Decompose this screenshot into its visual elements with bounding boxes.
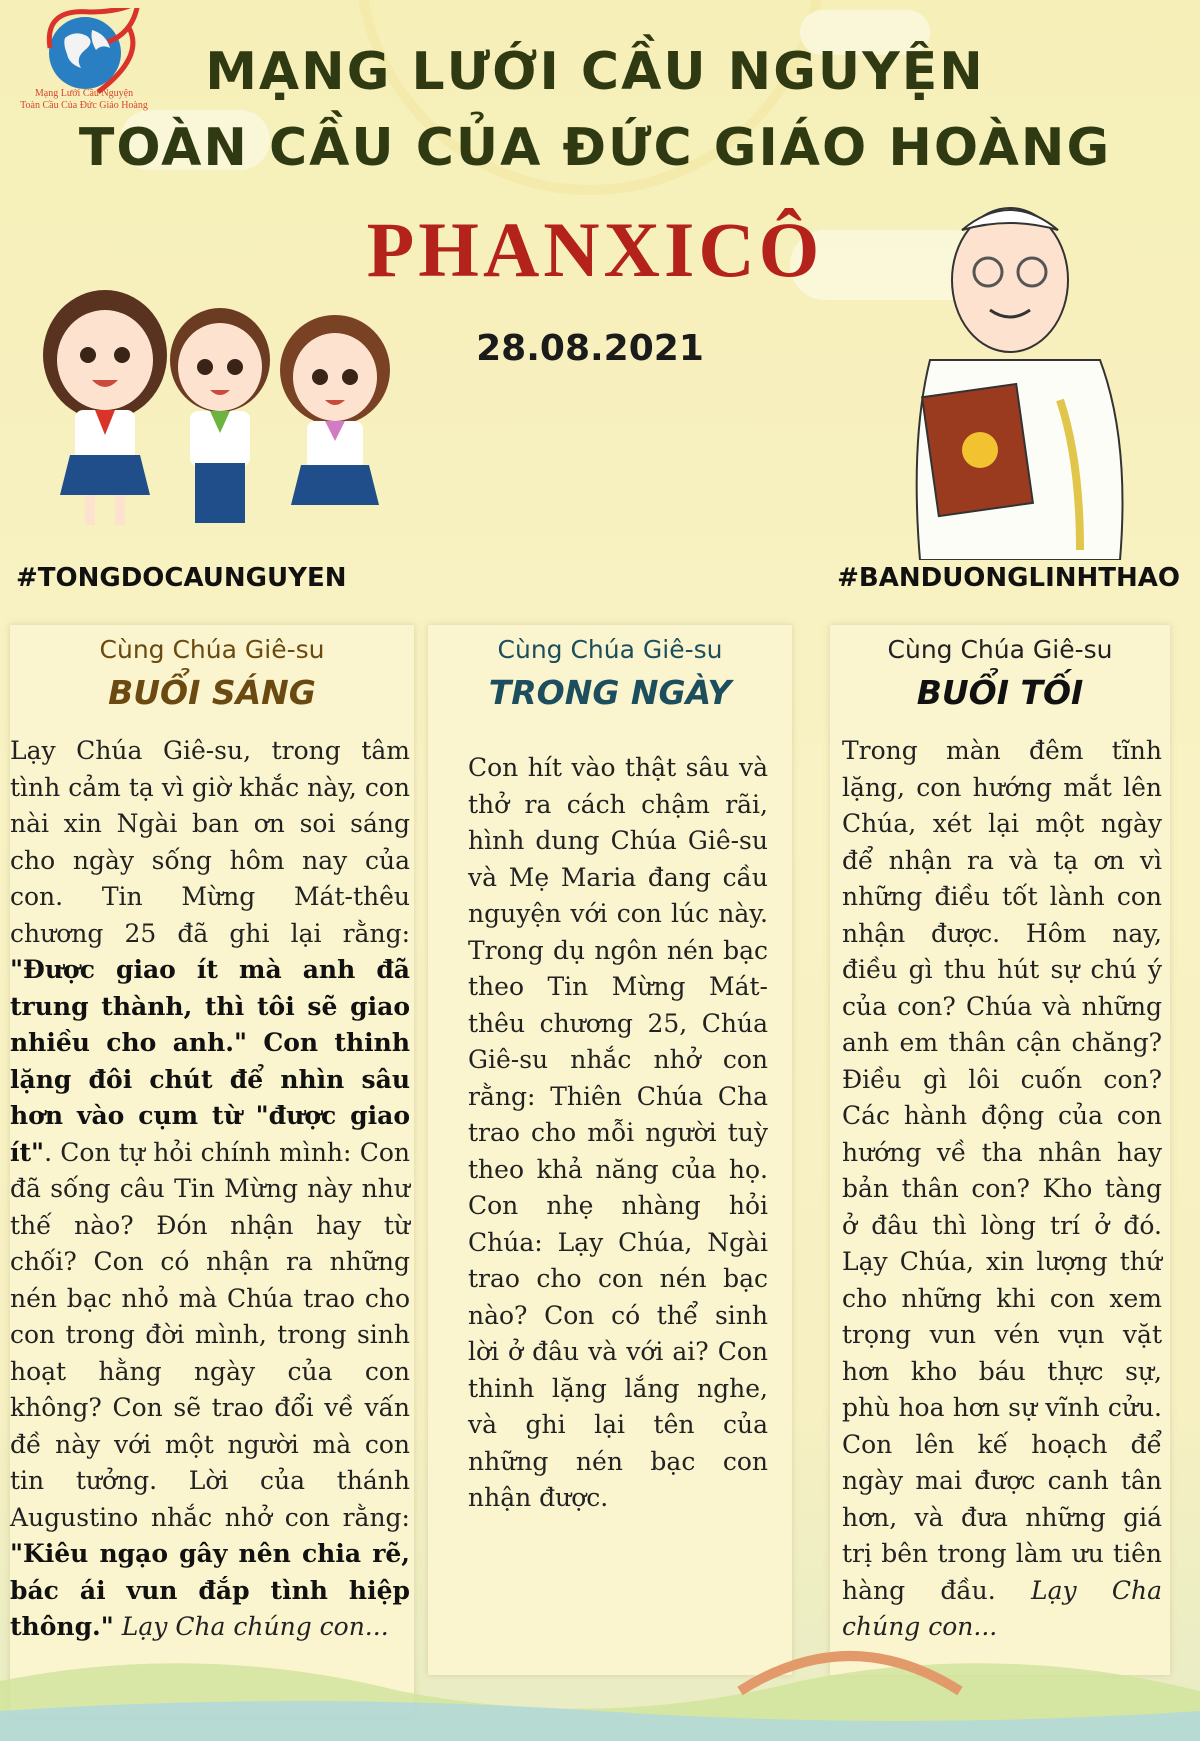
body-text: . Con tự hỏi chính mình: Con đã sống câu Tin Mừng này như thế nào? Đón nhận hay từ chối? Con có nhận ra những nén bạc nhỏ mà Chúa trao cho con trong đời mình, trong sinh hoạt hằng ngày của con không? Con sẽ trao đổi về vấn đề này với một người mà con tin tưởng. Lời của thánh Augustino nhắc nhở con rằng: <box>10 1137 410 1532</box>
landscape-illustration <box>0 1601 1200 1741</box>
column-heading: TRONG NGÀY <box>488 673 732 712</box>
column-subtitle: Cùng Chúa Giê-su <box>497 635 723 664</box>
column-heading: BUỔI TỐI <box>916 673 1084 712</box>
title-line-1: MẠNG LƯỚI CẦU NGUYỆN <box>205 42 985 102</box>
body-text: Lạy Chúa Giê-su, trong tâm tình cảm tạ vì giờ khắc này, con nài xin Ngài ban ơn soi sáng cho ngày sống hôm nay của con. Tin Mừng Mát-thêu chương 25 đã ghi lại rằng: <box>10 736 410 948</box>
pope-illustration <box>890 200 1140 560</box>
morning-column <box>10 625 414 1715</box>
title-line-2: TOÀN CẦU CỦA ĐỨC GIÁO HOÀNG <box>78 118 1112 178</box>
body-italic-closing: Lạy Cha chúng con... <box>842 1575 1162 1641</box>
body-italic-closing: Lạy Cha chúng con... <box>113 1612 389 1641</box>
column-subtitle: Cùng Chúa Giê-su <box>887 635 1113 664</box>
logo-caption-line2: Toàn Cầu Của Đức Giáo Hoàng <box>20 100 148 111</box>
column-heading: BUỔI SÁNG <box>108 673 316 712</box>
body-bold-quote: "Kiêu ngạo gây nên chia rẽ, bác ái vun đắp tình hiệp thông." <box>10 1539 410 1641</box>
column-subtitle: Cùng Chúa Giê-su <box>99 635 325 664</box>
logo-caption-line1: Mạng Lưới Cầu Nguyện <box>34 88 134 99</box>
children-illustration <box>30 285 420 545</box>
date: 28.08.2021 <box>476 328 704 369</box>
body-bold-quote: "Được giao ít mà anh đã trung thành, thì tôi sẽ giao nhiều cho anh." Con thinh lặng đôi chút để nhìn sâu hơn vào cụm từ "được giao ít" <box>10 955 410 1167</box>
body-text: Con hít vào thật sâu và thở ra cách chậm rãi, hình dung Chúa Giê-su và Mẹ Maria đang cầu nguyện với con lúc này. Trong dụ ngôn nén bạc theo Tin Mừng Mát-thêu chương 25, Chúa Giê-su nhắc nhở con rằng: Thiên Chúa Cha trao cho mỗi người tuỳ theo khả năng của họ. Con nhẹ nhàng hỏi Chúa: Lạy Chúa, Ngài trao cho con nén bạc nào? Con có thể sinh lời ở đâu và với ai? Con thinh lặng lắng nghe, và ghi lại tên của những nén bạc con nhận được. <box>468 753 768 1512</box>
column-body <box>10 733 410 1646</box>
hashtag-banduonglinhthao: #BANDUONGLINHTHAO <box>837 563 1180 593</box>
evening-column <box>830 625 1170 1675</box>
hashtag-tongdocaunguyen: #TONGDOCAUNGUYEN <box>16 563 347 593</box>
daytime-column <box>428 625 792 1675</box>
pope-name-title: PHANXICÔ <box>366 206 824 293</box>
body-text: Trong màn đêm tĩnh lặng, con hướng mắt lên Chúa, xét lại một ngày để nhận ra và tạ ơn vì những điều tốt lành con nhận được. Hôm nay, điều gì thu hút sự chú ý của con? Chúa và những anh em thân cận chăng? Điều gì lôi cuốn con? Các hành động của con hướng về tha nhân hay bản thân con? Kho tàng ở đâu thì lòng trí ở đó. Lạy Chúa, xin lượng thứ cho những khi con xem trọng vun vén vụn vặt hơn kho báu thực sự, phù hoa hơn sự vĩnh cửu. Con lên kế hoạch để ngày mai được canh tân hơn, và đưa những giá trị bên trong làm ưu tiên hàng đầu. <box>842 736 1162 1605</box>
column-body <box>842 733 1162 1646</box>
column-body <box>468 750 768 1517</box>
